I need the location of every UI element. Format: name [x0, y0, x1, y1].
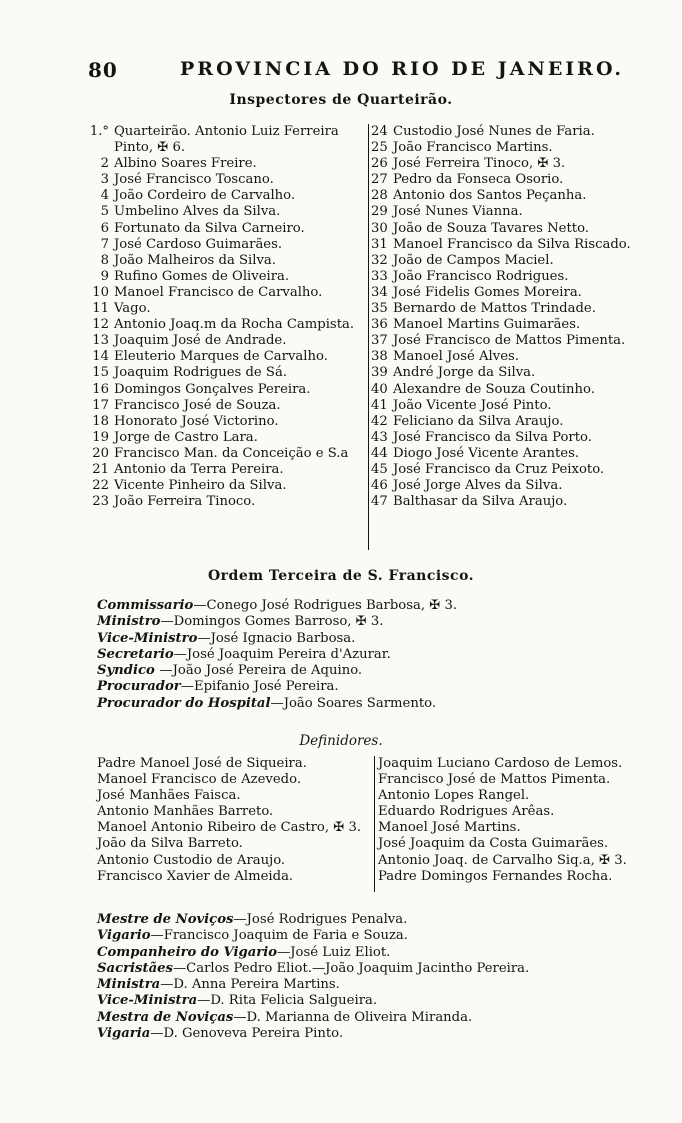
- entry-name: Manoel José Alves.: [393, 349, 519, 365]
- officer-name: José Ignacio Barbosa.: [210, 630, 356, 646]
- inspector-row: [371, 140, 631, 156]
- dash-separator: —: [160, 614, 174, 630]
- inspector-row: [88, 494, 354, 510]
- definitors-left-column: [97, 756, 361, 885]
- definitor-row: Eduardo Rodrigues Arêas.: [378, 804, 555, 820]
- definitors-divider: [374, 756, 375, 892]
- entry-name: José Jorge Alves da Silva.: [393, 478, 563, 494]
- officer-name: Conego José Rodrigues Barbosa, ✠ 3.: [206, 598, 458, 613]
- office-title: Ministra: [97, 977, 161, 993]
- entry-name: Custodio José Nunes de Faria.: [393, 124, 595, 139]
- entry-number: 15: [92, 365, 109, 381]
- dash-separator: —: [277, 944, 291, 960]
- inspector-row: [371, 237, 631, 253]
- inspector-row: [371, 365, 631, 381]
- entry-number: 19: [92, 429, 109, 445]
- entry-name: João Vicente José Pinto.: [393, 397, 552, 413]
- entry-name: Joaquim Rodrigues de Sá.: [114, 365, 287, 381]
- entry-number: 5: [100, 204, 109, 220]
- office-title: Sacristães: [97, 960, 173, 976]
- entry-number: 20: [92, 445, 109, 461]
- inspector-row: [88, 253, 354, 269]
- entry-name: Fortunato da Silva Carneiro.: [114, 220, 305, 236]
- entry-number: 40: [371, 381, 388, 397]
- inspector-row: [371, 269, 631, 285]
- inspector-row: [371, 382, 631, 398]
- inspector-row: [88, 382, 354, 398]
- entry-name: Albino Soares Freire.: [114, 156, 257, 172]
- inspector-row: [88, 414, 354, 430]
- inspector-row: [88, 430, 354, 446]
- definitors-right-column: [378, 756, 627, 885]
- inspector-row: [88, 124, 354, 140]
- officer-name: D. Anna Pereira Martins.: [173, 977, 340, 993]
- entry-number: 17: [92, 397, 109, 413]
- office-title: Secretario: [97, 646, 174, 662]
- other-officers-list: [97, 912, 529, 1042]
- definitor-row: Antonio Manhães Barreto.: [97, 804, 274, 820]
- dash-separator: —: [270, 695, 284, 711]
- dash-separator: —: [197, 630, 211, 646]
- entry-name: João de Campos Maciel.: [393, 252, 554, 268]
- entry-name: Domingos Gonçalves Pereira.: [114, 381, 311, 397]
- officer-name: Domingos Gomes Barroso, ✠ 3.: [173, 614, 384, 630]
- inspectors-title: Inspectores de Quarteirão.: [229, 92, 453, 108]
- definitor-row: Antonio Custodio de Araujo.: [97, 852, 286, 868]
- inspector-row: [88, 269, 354, 285]
- office-title: Vigario: [97, 928, 151, 944]
- page-heading: PROVINCIA DO RIO DE JANEIRO.: [180, 58, 625, 80]
- office-title: Vigaria: [97, 1026, 151, 1042]
- entry-number: 3: [100, 172, 109, 188]
- entry-number: 29: [371, 204, 388, 220]
- definitors-title: Definidores.: [299, 733, 383, 749]
- dash-separator: —: [150, 1026, 164, 1042]
- dash-separator: —: [233, 1009, 247, 1025]
- entry-name: Jorge de Castro Lara.: [114, 429, 258, 445]
- entry-name: Eleuterio Marques de Carvalho.: [114, 349, 328, 365]
- officer-row: [97, 945, 529, 961]
- entry-name: Vago.: [114, 301, 151, 317]
- entry-name: Feliciano da Silva Araujo.: [393, 413, 564, 429]
- definitor-row: Antonio Lopes Rangel.: [378, 788, 530, 804]
- entry-name: Bernardo de Mattos Trindade.: [393, 301, 596, 317]
- entry-number: 21: [92, 461, 109, 477]
- inspector-row: [371, 462, 631, 478]
- inspector-row: [88, 365, 354, 381]
- inspector-row: [371, 446, 631, 462]
- entry-number: 4: [100, 188, 109, 204]
- inspector-row: [371, 156, 631, 172]
- column-divider: [368, 124, 369, 550]
- dash-separator: —: [197, 993, 211, 1009]
- entry-number: 41: [371, 397, 388, 413]
- entry-number: 31: [371, 236, 388, 252]
- officer-row: [97, 961, 529, 977]
- entry-name: João Ferreira Tinoco.: [114, 494, 256, 510]
- entry-name: Pedro da Fonseca Osorio.: [393, 172, 564, 188]
- inspector-row: [88, 285, 354, 301]
- officer-row: [97, 647, 457, 663]
- officer-name: João Soares Sarmento.: [283, 695, 437, 711]
- entry-name: Manoel Martins Guimarães.: [393, 317, 581, 333]
- order-officers-list: [97, 598, 457, 712]
- office-title: Procurador: [97, 679, 181, 695]
- officer-name: Epifanio José Pereira.: [193, 679, 339, 695]
- officer-row: [97, 631, 457, 647]
- inspector-row: [371, 204, 631, 220]
- order-title: Ordem Terceira de S. Francisco.: [207, 568, 475, 584]
- entry-name: José Francisco da Cruz Peixoto.: [393, 461, 605, 477]
- entry-number: 42: [371, 413, 388, 429]
- definitor-row: José Manhães Faisca.: [97, 788, 241, 804]
- entry-number: 9: [100, 268, 109, 284]
- office-title: Companheiro do Vigario: [97, 944, 278, 960]
- entry-number: 47: [371, 494, 388, 510]
- entry-number: 10: [92, 284, 109, 300]
- officer-name: D. Marianna de Oliveira Miranda.: [246, 1009, 473, 1025]
- entry-name: João Francisco Martins.: [393, 140, 553, 156]
- entry-number: 35: [371, 301, 388, 317]
- officer-name: José Rodrigues Penalva.: [246, 912, 408, 927]
- inspector-row: [88, 140, 354, 156]
- inspector-row: [371, 188, 631, 204]
- entry-number: 34: [371, 284, 388, 300]
- entry-number: 24: [371, 124, 388, 139]
- entry-number: 12: [92, 317, 109, 333]
- office-title: Mestre de Noviços: [97, 912, 234, 927]
- dash-separator: —: [233, 912, 247, 927]
- entry-number: 30: [371, 220, 388, 236]
- entry-number: 8: [100, 252, 109, 268]
- entry-number: 43: [371, 429, 388, 445]
- entry-name: Rufino Gomes de Oliveira.: [114, 268, 290, 284]
- officer-row: [97, 912, 529, 928]
- inspector-row: [371, 398, 631, 414]
- entry-number: 28: [371, 188, 388, 204]
- entry-number: 25: [371, 140, 388, 156]
- entry-name: José Nunes Vianna.: [393, 204, 523, 220]
- entry-name: Pinto, ✠ 6.: [114, 140, 186, 156]
- entry-number: 26: [371, 156, 388, 172]
- inspector-row: [371, 349, 631, 365]
- entry-name: José Fidelis Gomes Moreira.: [393, 284, 582, 300]
- dash-separator: —: [150, 928, 164, 944]
- definitor-row: Padre Domingos Fernandes Rocha.: [378, 868, 613, 884]
- dash-separator: —: [159, 663, 173, 679]
- inspector-row: [371, 317, 631, 333]
- entry-name: José Cardoso Guimarães.: [114, 236, 283, 252]
- entry-name: Alexandre de Souza Coutinho.: [393, 381, 595, 397]
- entry-name: Vicente Pinheiro da Silva.: [114, 478, 287, 494]
- officer-name: Francisco Joaquim de Faria e Souza.: [163, 928, 408, 944]
- entry-number: 46: [371, 478, 388, 494]
- officer-row: [97, 679, 457, 695]
- entry-name: José Francisco da Silva Porto.: [393, 429, 592, 445]
- entry-number: 14: [92, 349, 109, 365]
- entry-name: Antonio dos Santos Peçanha.: [393, 188, 587, 204]
- page-number: 80: [88, 58, 118, 82]
- inspector-row: [371, 333, 631, 349]
- entry-number: 44: [371, 445, 388, 461]
- entry-number: 36: [371, 317, 388, 333]
- entry-name: Umbelino Alves da Silva.: [114, 204, 281, 220]
- dash-separator: —: [172, 960, 187, 976]
- entry-number: 37: [371, 333, 388, 349]
- entry-number: 13: [92, 333, 109, 349]
- definitor-row: Francisco José de Mattos Pimenta.: [378, 772, 611, 788]
- officer-row: [97, 696, 457, 712]
- inspector-row: [371, 221, 631, 237]
- entry-name: Diogo José Vicente Arantes.: [393, 445, 580, 461]
- officer-row: [97, 663, 457, 679]
- inspector-row: [88, 156, 354, 172]
- inspectors-right-column: [371, 124, 631, 510]
- dash-separator: —: [173, 646, 187, 662]
- officer-row: [97, 977, 529, 993]
- entry-number: 38: [371, 349, 388, 365]
- inspector-row: [88, 398, 354, 414]
- officer-name: João José Pereira de Aquino.: [172, 663, 363, 679]
- entry-name: Francisco José de Souza.: [114, 397, 281, 413]
- inspector-row: [371, 414, 631, 430]
- entry-name: Manoel Francisco da Silva Riscado.: [393, 236, 631, 252]
- definitor-row: Manoel Francisco de Azevedo.: [97, 772, 302, 788]
- entry-name: André Jorge da Silva.: [393, 365, 536, 381]
- entry-name: João Malheiros da Silva.: [114, 252, 276, 268]
- entry-name: José Francisco de Mattos Pimenta.: [393, 333, 626, 349]
- entry-name: Honorato José Victorino.: [114, 413, 279, 429]
- officer-row: [97, 598, 457, 614]
- entry-number: 7: [100, 236, 109, 252]
- entry-name: José Ferreira Tinoco, ✠ 3.: [393, 156, 566, 172]
- inspector-row: [88, 446, 354, 462]
- inspector-row: [88, 478, 354, 494]
- officer-name: D. Rita Felicia Salgueira.: [210, 993, 378, 1009]
- office-title: Ministro: [97, 614, 161, 630]
- dash-separator: —: [193, 598, 207, 613]
- officer-row: [97, 1010, 529, 1026]
- dash-separator: —: [180, 679, 194, 695]
- entry-number: 16: [92, 381, 109, 397]
- inspector-row: [371, 478, 631, 494]
- definitor-row: Padre Manoel José de Siqueira.: [97, 756, 307, 771]
- office-title: Mestra de Noviças: [97, 1009, 234, 1025]
- entry-number: 6: [100, 220, 109, 236]
- entry-name: Antonio Joaq.m da Rocha Campista.: [114, 317, 355, 333]
- dash-separator: —: [160, 977, 174, 993]
- entry-name: Joaquim José de Andrade.: [114, 333, 287, 349]
- inspector-row: [371, 124, 631, 140]
- definitor-row: José Joaquim da Costa Guimarães.: [378, 836, 609, 852]
- entry-name: Quarteirão. Antonio Luiz Ferreira: [114, 124, 339, 139]
- officer-row: [97, 614, 457, 630]
- entry-number: 2: [100, 156, 109, 172]
- inspector-row: [88, 349, 354, 365]
- definitor-row: Joaquim Luciano Cardoso de Lemos.: [378, 756, 623, 771]
- officer-row: [97, 928, 529, 944]
- entry-number: 11: [92, 301, 109, 317]
- entry-number: 23: [92, 494, 109, 510]
- inspector-row: [371, 285, 631, 301]
- inspector-row: [88, 317, 354, 333]
- entry-name: João Cordeiro de Carvalho.: [114, 188, 296, 204]
- inspector-row: [88, 172, 354, 188]
- entry-number: 1.°: [89, 124, 109, 139]
- entry-name: João de Souza Tavares Netto.: [393, 220, 589, 236]
- entry-name: José Francisco Toscano.: [114, 172, 274, 188]
- office-title: Vice-Ministra: [97, 993, 198, 1009]
- office-title: Procurador do Hospital: [97, 695, 271, 711]
- running-head: [88, 58, 625, 86]
- office-title: Commissario: [97, 598, 194, 613]
- inspector-row: [371, 494, 631, 510]
- inspectors-left-column: [88, 124, 354, 510]
- officer-name: José Joaquim Pereira d'Azurar.: [186, 646, 391, 662]
- entry-name: Balthasar da Silva Araujo.: [393, 494, 568, 510]
- entry-name: João Francisco Rodrigues.: [393, 268, 569, 284]
- officer-name: D. Genoveva Pereira Pinto.: [163, 1026, 344, 1042]
- office-title: Syndico: [97, 663, 160, 679]
- entry-number: 33: [371, 268, 388, 284]
- inspector-row: [88, 221, 354, 237]
- definitor-row: Manoel José Martins.: [378, 820, 521, 836]
- definitor-row: Manoel Antonio Ribeiro de Castro, ✠ 3.: [97, 820, 362, 836]
- entry-name: Francisco Man. da Conceição e S.a: [114, 445, 349, 461]
- entry-number: 18: [92, 413, 109, 429]
- officer-name: Carlos Pedro Eliot.—João Joaquim Jacintho Pereira.: [186, 960, 530, 976]
- inspector-row: [371, 301, 631, 317]
- inspector-row: [371, 430, 631, 446]
- inspector-row: [371, 172, 631, 188]
- entry-name: Manoel Francisco de Carvalho.: [114, 284, 323, 300]
- officer-row: [97, 993, 529, 1009]
- entry-name: Antonio da Terra Pereira.: [114, 461, 284, 477]
- officer-row: [97, 1026, 529, 1042]
- inspector-row: [88, 237, 354, 253]
- definitor-row: Antonio Joaq. de Carvalho Siq.a, ✠ 3.: [378, 852, 627, 868]
- inspector-row: [371, 253, 631, 269]
- entry-number: 32: [371, 252, 388, 268]
- inspector-row: [88, 188, 354, 204]
- definitor-row: Francisco Xavier de Almeida.: [97, 868, 294, 884]
- inspector-row: [88, 301, 354, 317]
- officer-name: José Luiz Eliot.: [290, 944, 391, 960]
- entry-number: 22: [92, 478, 109, 494]
- definitor-row: João da Silva Barreto.: [97, 836, 243, 852]
- office-title: Vice-Ministro: [97, 630, 198, 646]
- inspector-row: [88, 204, 354, 220]
- inspector-row: [88, 333, 354, 349]
- inspector-row: [88, 462, 354, 478]
- entry-number: 27: [371, 172, 388, 188]
- entry-number: 39: [371, 365, 388, 381]
- entry-number: 45: [371, 461, 388, 477]
